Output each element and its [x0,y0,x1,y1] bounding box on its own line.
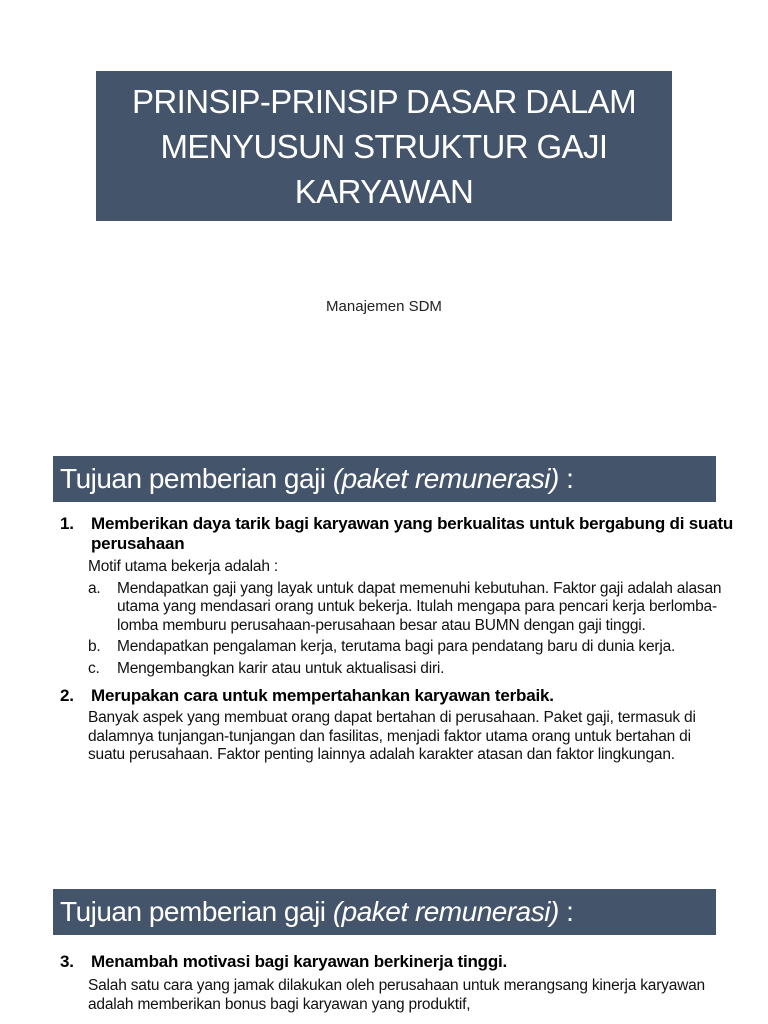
section-header-suffix: : [558,463,574,494]
sub-item-text: Mengembangkan karir atau untuk aktualisasi diri. [117,659,445,677]
section-header-italic: (paket remunerasi) [332,896,559,927]
sub-item-label: c. [88,659,100,677]
numbered-item-3 [0,952,768,972]
section-header-suffix: : [558,896,574,927]
slide-title [96,71,672,221]
numbered-item-1 [0,514,768,554]
section-header-italic: (paket remunerasi) [332,463,559,494]
numbered-item-2 [0,686,768,706]
sub-item-text: Mendapatkan gaji yang layak untuk dapat memenuhi kebutuhan. Faktor gaji adalah alasan utama yang mendasari orang untuk bekerja. Itulah mengapa para pencari kerja berlomba-lomba memburu perusahaan-perusahaan besar atau BUMN dengan gaji tinggi. [117,579,722,634]
item-intro: Motif utama bekerja adalah : [88,558,278,575]
item-number: 2. [60,686,74,705]
item-body: Salah satu cara yang jamak dilakukan oleh perusahaan untuk merangsang kinerja karyawan adalah memberikan bonus bagi karyawan yang produktif, [88,977,705,1013]
section-header [53,889,716,935]
section-header [53,456,716,502]
sub-item-label: a. [88,579,101,597]
sub-item-c [0,660,768,679]
item-body: Banyak aspek yang membuat orang dapat bertahan di perusahaan. Paket gaji, termasuk di dalamnya tunjangan-tunjangan dan fasilitas, menjadi faktor utama orang untuk bertahan di suatu perusahaan. Faktor penting lainnya adalah karakter atasan dan faktor lingkungan. [88,709,696,763]
slide-title-text: PRINSIP-PRINSIP DASAR DALAM MENYUSUN STRUKTUR GAJI KARYAWAN [132,82,636,210]
section-header-main: Tujuan pemberian gaji [60,896,333,927]
sub-item-text: Mendapatkan pengalaman kerja, terutama bagi para pendatang baru di dunia kerja. [117,638,676,655]
sub-item-label: b. [88,638,101,655]
item-number: 1. [60,514,74,533]
slide-subtitle: Manajemen SDM [326,298,442,315]
section-header-main: Tujuan pemberian gaji [60,463,333,494]
sub-item-b [0,638,768,657]
item-number: 3. [60,952,74,971]
slide-3-content [0,952,768,1014]
sub-item-a [0,580,768,636]
item-title: Merupakan cara untuk mempertahankan karyawan terbaik. [91,686,554,705]
item-title: Memberikan daya tarik bagi karyawan yang berkualitas untuk bergabung di suatu perusahaan [91,514,734,553]
item-title: Menambah motivasi bagi karyawan berkinerja tinggi. [91,952,508,971]
slide-2-content [0,514,768,765]
